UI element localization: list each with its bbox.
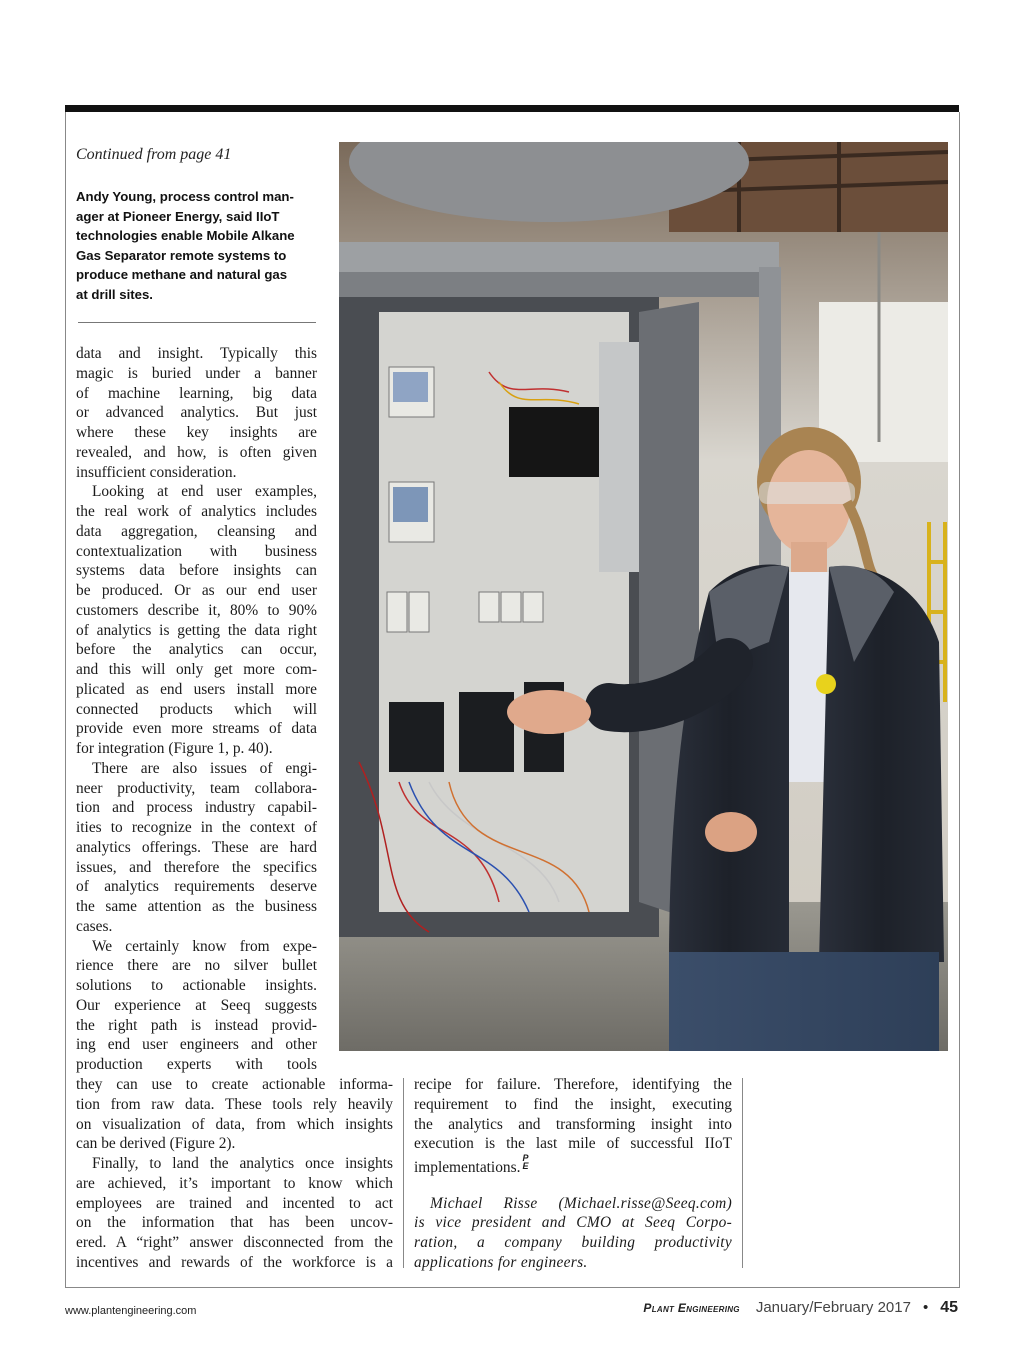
text-line: rience there are no silver bullet xyxy=(76,957,317,975)
page-number: 45 xyxy=(940,1299,958,1316)
text-line: ing end user engineers and other xyxy=(76,1036,317,1054)
article-photo xyxy=(339,142,948,1051)
text-line: on visualization of data, from which insights xyxy=(76,1115,393,1133)
text-line: cases. xyxy=(76,917,113,935)
column-divider xyxy=(742,1078,743,1268)
article-column-1 xyxy=(76,344,317,1075)
text-line: or advanced analytics. But just xyxy=(76,404,317,422)
text-line: issues, and therefore the specifics xyxy=(76,858,317,876)
footer-folio xyxy=(643,1299,958,1317)
text-line: where these key insights are xyxy=(76,424,317,441)
pe-end-mark-p: P xyxy=(522,1153,529,1163)
author-bio-line: applications for engineers. xyxy=(414,1253,588,1271)
text-line: data and insight. Typically this xyxy=(76,345,317,362)
text-line: contextualization with business xyxy=(76,542,317,560)
text-line: neer productivity, team collabora- xyxy=(76,779,317,797)
text-line: requirement to find the insight, executing xyxy=(414,1095,732,1113)
text-line: ered. A “right” answer disconnected from the xyxy=(76,1234,393,1251)
author-bio-line: Michael Risse (Michael.risse@Seeq.com) xyxy=(430,1194,732,1212)
pe-end-mark xyxy=(522,1154,528,1170)
text-line: the right path is instead provid- xyxy=(76,1016,317,1034)
text-line: the same attention as the business xyxy=(76,898,317,915)
text-line: solutions to actionable insights. xyxy=(76,977,317,994)
article-column-3 xyxy=(414,1075,732,1273)
text-line: Our experience at Seeq suggests xyxy=(76,996,317,1014)
text-line: ities to recognize in the context of xyxy=(76,819,317,836)
text-line: production experts with tools xyxy=(76,1056,317,1073)
text-line: of analytics is getting the data right xyxy=(76,621,317,639)
text-line: insufficient consideration. xyxy=(76,463,237,481)
author-bio-line: is vice president and CMO at Seeq Corpo- xyxy=(414,1214,732,1232)
text-line: magic is buried under a banner xyxy=(76,364,317,382)
text-line: tion from raw data. These tools rely heavily xyxy=(76,1095,393,1113)
text-line: the real work of analytics includes xyxy=(76,503,317,520)
text-line: Looking at end user examples, xyxy=(92,483,317,501)
caption-line: ager at Pioneer Energy, said IIoT xyxy=(76,208,280,224)
footer-url[interactable]: www.plantengineering.com xyxy=(65,1305,197,1317)
column-divider xyxy=(403,1078,404,1268)
text-line: are achieved, it’s important to know which xyxy=(76,1174,393,1192)
text-line: employees are trained and incented to act xyxy=(76,1194,393,1212)
caption-line: Andy Young, process control man- xyxy=(76,189,294,204)
caption-line: at drill sites. xyxy=(76,286,153,302)
text-line: on the information that has been uncov- xyxy=(76,1214,393,1232)
text-line: We certainly know from expe- xyxy=(92,937,317,955)
caption-line: Gas Separator remote systems to xyxy=(76,247,287,263)
issue-date: January/February 2017 xyxy=(755,1299,911,1316)
photo-caption xyxy=(76,187,321,304)
text-line: data aggregation, cleansing and xyxy=(76,522,317,540)
text-line xyxy=(414,1154,732,1174)
text-line: recipe for failure. Therefore, identifying the xyxy=(414,1076,732,1093)
spacer-line xyxy=(414,1174,732,1194)
text-line: can be derived (Figure 2). xyxy=(76,1135,236,1153)
text-line: Finally, to land the analytics once insights xyxy=(92,1155,393,1172)
article-column-2 xyxy=(76,1075,393,1273)
text-line: they can use to create actionable informa- xyxy=(76,1076,393,1093)
text-line: be produced. Or as our end user xyxy=(76,582,317,599)
text-line: before the analytics can occur, xyxy=(76,641,317,659)
text-line: provide even more streams of data xyxy=(76,720,317,738)
text-line: tion and process industry capabil- xyxy=(76,799,317,817)
text-line: customers describe it, 80% to 90% xyxy=(76,601,317,619)
text-line: There are also issues of engi- xyxy=(92,759,317,777)
text-line: and this will only get more com- xyxy=(76,661,317,678)
magazine-name: Plant Engineering xyxy=(643,1301,740,1315)
text-line: connected products which will xyxy=(76,700,317,718)
caption-line: produce methane and natural gas xyxy=(76,267,288,282)
text-line: systems data before insights can xyxy=(76,562,317,580)
text-line: of analytics requirements deserve xyxy=(76,878,317,896)
continued-from-label: Continued from page 41 xyxy=(76,146,232,163)
pe-end-mark-e: E xyxy=(522,1161,529,1171)
author-bio-line: ration, a company building productivity xyxy=(414,1234,732,1251)
top-rule xyxy=(65,105,959,112)
text-line: of machine learning, big data xyxy=(76,384,317,402)
footer-separator: • xyxy=(922,1299,929,1316)
text-line: execution is the last mile of successful IIoT xyxy=(414,1135,732,1153)
caption-divider xyxy=(78,322,316,323)
text-line: incentives and rewards of the workforce is a xyxy=(76,1253,393,1271)
text-line: plicated as end users install more xyxy=(76,680,317,698)
text-line: analytics offerings. These are hard xyxy=(76,838,317,856)
text-line-end: implementations. xyxy=(414,1159,521,1176)
text-line: revealed, and how, is often given xyxy=(76,443,317,461)
text-line: for integration (Figure 1, p. 40). xyxy=(76,740,273,757)
caption-line: technologies enable Mobile Alkane xyxy=(76,228,295,243)
text-line: the analytics and transforming insight into xyxy=(414,1115,732,1133)
